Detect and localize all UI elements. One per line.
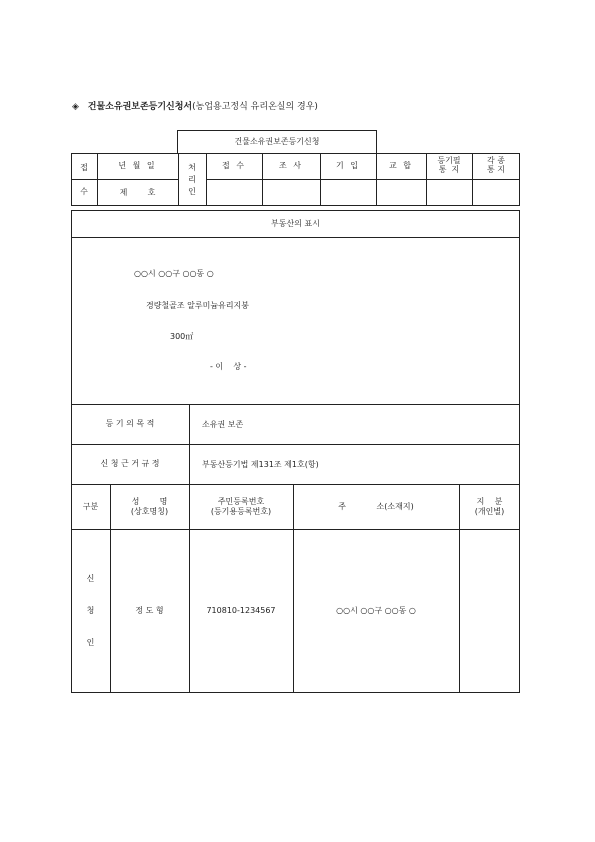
receipt-label: 접 수 [80, 162, 88, 196]
basis-value: 부동산등기법 제131조 제1호(항) [202, 460, 319, 469]
col-address: 주 소(소재지) [338, 501, 414, 511]
document-subtitle: (농업용고정식 유리온실의 경우) [192, 102, 318, 112]
property-area: 300㎡ [170, 332, 194, 341]
ymd-label: 년 월 일 [118, 161, 157, 170]
col-jeopsu: 접 수 [222, 161, 246, 170]
basis-label: 신 청 근 거 규 정 [100, 459, 160, 468]
col-id-number: 주민등록번호 (등기용등록번호) [210, 496, 272, 516]
col-various-notice: 각 종 통 지 [487, 156, 505, 174]
applicant-address: ○○시 ○○구 ○○동 ○ [336, 606, 416, 615]
property-header: 부동산의 표시 [271, 218, 320, 228]
purpose-label: 등 기 의 목 적 [105, 419, 155, 428]
purpose-value: 소유권 보존 [202, 420, 244, 429]
applicant-role-label: 신 청 인 [86, 574, 95, 647]
col-gyohap: 교 합 [389, 161, 413, 170]
applicant-share [459, 529, 520, 693]
process-label: 처 리 인 [188, 162, 196, 196]
property-location: ○○시 ○○구 ○○동 ○ [134, 269, 214, 278]
col-registration-notice: 등기필 통 지 [437, 156, 461, 174]
diamond-bullet-icon: ◈ [72, 102, 79, 112]
receipt-caption: 건물소유권보존등기신청 [234, 137, 320, 146]
number-label: 제 호 [119, 187, 156, 197]
property-end-mark: - 이 상 - [210, 362, 247, 371]
col-josa: 조 사 [279, 161, 303, 170]
col-giip: 기 입 [336, 161, 360, 170]
col-name: 성 명 (상호명칭) [130, 496, 169, 516]
col-gubun: 구분 [82, 501, 99, 511]
applicant-id-number: 710810-1234567 [206, 606, 276, 615]
property-structure: 경량철골조 알루미늄유리지붕 [146, 301, 250, 310]
document-title: 건물소유권보존등기신청서 [87, 102, 193, 112]
applicant-name: 정 도 형 [135, 606, 164, 615]
col-share: 지 분 (개인별) [474, 496, 505, 516]
